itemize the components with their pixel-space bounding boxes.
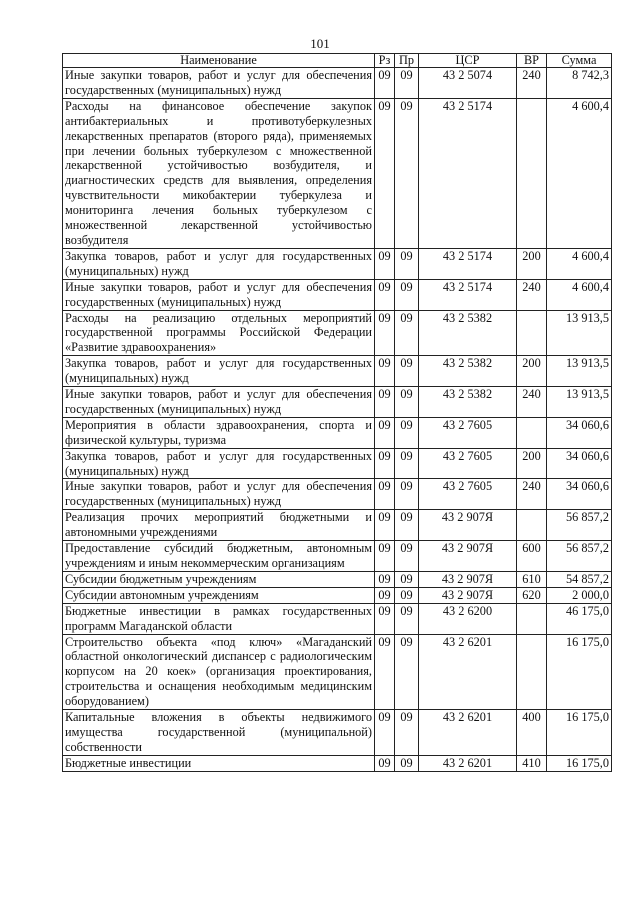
- cell-name: Закупка товаров, работ и услуг для государственных (муниципальных) нужд: [63, 448, 375, 479]
- cell-pr: 09: [395, 68, 419, 99]
- cell-pr: 09: [395, 755, 419, 771]
- cell-csr: 43 2 6201: [419, 755, 517, 771]
- cell-pr: 09: [395, 603, 419, 634]
- cell-vr: 200: [517, 248, 547, 279]
- table-row: [63, 571, 612, 587]
- header-pr: Пр: [395, 54, 419, 68]
- cell-csr: 43 2 907Я: [419, 541, 517, 572]
- cell-vr: 200: [517, 448, 547, 479]
- cell-csr: 43 2 6201: [419, 710, 517, 756]
- table-row: [63, 68, 612, 99]
- cell-vr: 240: [517, 68, 547, 99]
- cell-sum: 56 857,2: [547, 510, 612, 541]
- cell-csr: 43 2 6200: [419, 603, 517, 634]
- cell-pr: 09: [395, 634, 419, 710]
- cell-sum: 4 600,4: [547, 279, 612, 310]
- cell-csr: 43 2 6201: [419, 634, 517, 710]
- cell-rz: 09: [375, 571, 395, 587]
- cell-rz: 09: [375, 634, 395, 710]
- cell-csr: 43 2 907Я: [419, 510, 517, 541]
- cell-sum: 13 913,5: [547, 310, 612, 356]
- cell-name: Закупка товаров, работ и услуг для государственных (муниципальных) нужд: [63, 356, 375, 387]
- cell-name: Бюджетные инвестиции: [63, 755, 375, 771]
- table-row: [63, 448, 612, 479]
- cell-sum: 8 742,3: [547, 68, 612, 99]
- cell-name: Бюджетные инвестиции в рамках государственных программ Магаданской области: [63, 603, 375, 634]
- cell-pr: 09: [395, 310, 419, 356]
- cell-rz: 09: [375, 387, 395, 418]
- cell-csr: 43 2 5174: [419, 279, 517, 310]
- cell-name: Субсидии автономным учреждениям: [63, 587, 375, 603]
- cell-pr: 09: [395, 510, 419, 541]
- cell-rz: 09: [375, 587, 395, 603]
- cell-name: Предоставление субсидий бюджетным, автономным учреждениям и иным некоммерческим организациям: [63, 541, 375, 572]
- cell-vr: [517, 310, 547, 356]
- table-row: [63, 603, 612, 634]
- cell-pr: 09: [395, 479, 419, 510]
- cell-vr: 410: [517, 755, 547, 771]
- cell-sum: 56 857,2: [547, 541, 612, 572]
- table-row: [63, 98, 612, 248]
- cell-pr: 09: [395, 710, 419, 756]
- cell-name: Иные закупки товаров, работ и услуг для обеспечения государственных (муниципальных) нужд: [63, 387, 375, 418]
- cell-csr: 43 2 7605: [419, 448, 517, 479]
- cell-csr: 43 2 5074: [419, 68, 517, 99]
- cell-rz: 09: [375, 356, 395, 387]
- cell-pr: 09: [395, 279, 419, 310]
- cell-vr: [517, 510, 547, 541]
- cell-vr: 600: [517, 541, 547, 572]
- cell-vr: [517, 603, 547, 634]
- cell-name: Субсидии бюджетным учреждениям: [63, 571, 375, 587]
- cell-name: Строительство объекта «под ключ» «Магаданский областной онкологический диспансер с радиологическим корпусом на 20 коек» (организация проектирования, строительства и оснащения необходимым медицинским оборудованием): [63, 634, 375, 710]
- cell-csr: 43 2 7605: [419, 479, 517, 510]
- cell-rz: 09: [375, 310, 395, 356]
- cell-name: Мероприятия в области здравоохранения, спорта и физической культуры, туризма: [63, 417, 375, 448]
- table-row: [63, 310, 612, 356]
- cell-name: Иные закупки товаров, работ и услуг для обеспечения государственных (муниципальных) нужд: [63, 68, 375, 99]
- cell-rz: 09: [375, 603, 395, 634]
- cell-sum: 4 600,4: [547, 248, 612, 279]
- cell-sum: 2 000,0: [547, 587, 612, 603]
- cell-csr: 43 2 5382: [419, 310, 517, 356]
- cell-vr: 240: [517, 479, 547, 510]
- cell-rz: 09: [375, 541, 395, 572]
- header-vr: ВР: [517, 54, 547, 68]
- table-row: [63, 510, 612, 541]
- header-rz: Рз: [375, 54, 395, 68]
- cell-csr: 43 2 7605: [419, 417, 517, 448]
- cell-vr: [517, 634, 547, 710]
- cell-pr: 09: [395, 417, 419, 448]
- cell-name: Реализация прочих мероприятий бюджетными и автономными учреждениями: [63, 510, 375, 541]
- table-row: [63, 387, 612, 418]
- cell-sum: 34 060,6: [547, 479, 612, 510]
- cell-csr: 43 2 5382: [419, 387, 517, 418]
- cell-rz: 09: [375, 279, 395, 310]
- table-row: [63, 634, 612, 710]
- table-row: [63, 479, 612, 510]
- cell-name: Капитальные вложения в объекты недвижимого имущества государственной (муниципальной) собственности: [63, 710, 375, 756]
- cell-rz: 09: [375, 68, 395, 99]
- cell-pr: 09: [395, 248, 419, 279]
- cell-pr: 09: [395, 587, 419, 603]
- cell-name: Расходы на финансовое обеспечение закупок антибактериальных и противотуберкулезных лекарственных препаратов (второго ряда), применяемых при лечении больных туберкулезом с множественной лекарственной устойчивостью возбудителя, и диагностических средств для выявления, определения чувствительности микобактерии туберкулеза и мониторинга лечения больных туберкулезом с множественной лекарственной устойчивостью возбудителя: [63, 98, 375, 248]
- cell-vr: 620: [517, 587, 547, 603]
- table-row: [63, 755, 612, 771]
- cell-vr: 610: [517, 571, 547, 587]
- cell-name: Закупка товаров, работ и услуг для государственных (муниципальных) нужд: [63, 248, 375, 279]
- cell-sum: 16 175,0: [547, 755, 612, 771]
- cell-rz: 09: [375, 479, 395, 510]
- cell-vr: 240: [517, 279, 547, 310]
- cell-csr: 43 2 907Я: [419, 571, 517, 587]
- cell-pr: 09: [395, 448, 419, 479]
- cell-csr: 43 2 907Я: [419, 587, 517, 603]
- table-row: [63, 417, 612, 448]
- cell-rz: 09: [375, 98, 395, 248]
- cell-vr: 240: [517, 387, 547, 418]
- cell-sum: 16 175,0: [547, 710, 612, 756]
- cell-pr: 09: [395, 541, 419, 572]
- cell-sum: 34 060,6: [547, 448, 612, 479]
- cell-name: Иные закупки товаров, работ и услуг для обеспечения государственных (муниципальных) нужд: [63, 479, 375, 510]
- table-row: [63, 541, 612, 572]
- cell-sum: 16 175,0: [547, 634, 612, 710]
- cell-vr: 400: [517, 710, 547, 756]
- cell-sum: 4 600,4: [547, 98, 612, 248]
- cell-vr: [517, 417, 547, 448]
- cell-name: Иные закупки товаров, работ и услуг для обеспечения государственных (муниципальных) нужд: [63, 279, 375, 310]
- cell-sum: 46 175,0: [547, 603, 612, 634]
- cell-sum: 34 060,6: [547, 417, 612, 448]
- cell-sum: 13 913,5: [547, 356, 612, 387]
- cell-name: Расходы на реализацию отдельных мероприятий государственной программы Российской Федерации «Развитие здравоохранения»: [63, 310, 375, 356]
- table-row: [63, 279, 612, 310]
- cell-rz: 09: [375, 510, 395, 541]
- cell-pr: 09: [395, 571, 419, 587]
- cell-csr: 43 2 5382: [419, 356, 517, 387]
- cell-rz: 09: [375, 417, 395, 448]
- table-row: [63, 248, 612, 279]
- header-csr: ЦСР: [419, 54, 517, 68]
- cell-sum: 13 913,5: [547, 387, 612, 418]
- cell-rz: 09: [375, 248, 395, 279]
- cell-rz: 09: [375, 755, 395, 771]
- cell-pr: 09: [395, 356, 419, 387]
- cell-rz: 09: [375, 710, 395, 756]
- header-name: Наименование: [63, 54, 375, 68]
- cell-vr: 200: [517, 356, 547, 387]
- header-sum: Сумма: [547, 54, 612, 68]
- table-row: [63, 710, 612, 756]
- cell-sum: 54 857,2: [547, 571, 612, 587]
- cell-rz: 09: [375, 448, 395, 479]
- page-number: 101: [310, 36, 330, 51]
- cell-pr: 09: [395, 387, 419, 418]
- cell-vr: [517, 98, 547, 248]
- cell-pr: 09: [395, 98, 419, 248]
- table-header-row: [63, 54, 612, 68]
- table-row: [63, 587, 612, 603]
- cell-csr: 43 2 5174: [419, 248, 517, 279]
- cell-csr: 43 2 5174: [419, 98, 517, 248]
- budget-table: [62, 53, 612, 772]
- table-row: [63, 356, 612, 387]
